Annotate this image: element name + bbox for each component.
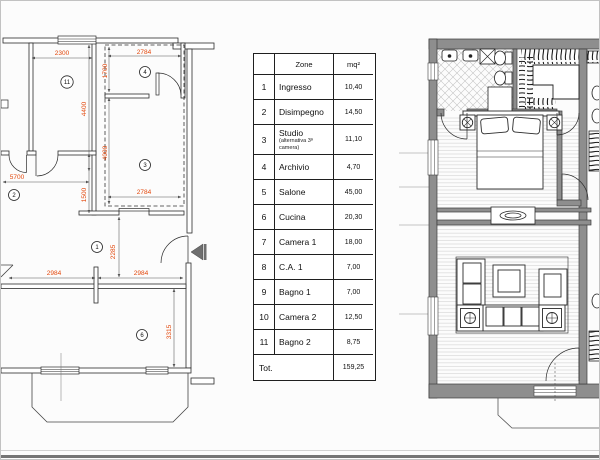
cell-area: 10,40 <box>334 75 373 100</box>
window-icon <box>146 367 168 374</box>
armchair <box>539 269 567 305</box>
cell-num: 8 <box>254 255 275 280</box>
sink-icon <box>442 50 457 61</box>
room-number-4 <box>140 67 151 78</box>
door-icon <box>156 73 181 95</box>
window-icon <box>41 367 79 374</box>
cell-area: 7,00 <box>334 280 373 305</box>
cell-area: 8,75 <box>334 330 373 355</box>
cell-area: 7,00 <box>334 255 373 280</box>
dim-label: 2300 <box>54 50 70 57</box>
area-table <box>253 53 376 381</box>
left-plan-doors <box>9 73 188 263</box>
svg-text:6: 6 <box>140 333 144 340</box>
cell-num: 1 <box>254 75 275 100</box>
table-total-label: Tot. <box>254 355 334 380</box>
cell-num: 2 <box>254 100 275 125</box>
lamp-icon <box>547 313 558 324</box>
cell-num: 3 <box>254 125 275 155</box>
cell-area: 14,50 <box>334 100 373 125</box>
cell-zone-main: Studio <box>279 128 304 139</box>
end-table <box>539 305 565 331</box>
cell-area: 45,00 <box>334 180 373 205</box>
nightstand <box>547 115 562 130</box>
door-icon <box>119 209 149 212</box>
dim-label: 1500 <box>81 187 88 203</box>
dim-label: 4400 <box>81 101 88 117</box>
room-number-11 <box>61 76 73 88</box>
dim-label: 2984 <box>133 270 149 277</box>
left-plan-windows <box>1 36 168 401</box>
table-header-num <box>254 54 275 75</box>
svg-text:4: 4 <box>143 70 147 77</box>
nightstand <box>460 115 475 130</box>
toilet-icon <box>495 51 513 65</box>
cell-zone: Archivio <box>275 155 334 180</box>
lamp-icon <box>549 117 559 127</box>
sheet-rule-dark <box>1 455 600 458</box>
cell-num: 11 <box>254 330 275 355</box>
toilet-icon <box>592 86 600 100</box>
dim-label: 2285 <box>110 244 117 260</box>
cell-num: 7 <box>254 230 275 255</box>
console-sideboard <box>491 207 535 224</box>
bidet-icon <box>495 71 513 85</box>
dim-label: 2984 <box>46 270 62 277</box>
sink-icon <box>463 50 478 61</box>
window-leader-lines <box>399 153 429 314</box>
window-icon <box>58 36 96 44</box>
window-icon <box>428 140 438 175</box>
cell-num: 6 <box>254 205 275 230</box>
adjacent-rooms-cutoff <box>587 51 600 361</box>
cell-zone <box>275 125 334 155</box>
cell-zone: Bagno 2 <box>275 330 334 355</box>
dim-label: 2784 <box>136 189 152 196</box>
door-icon <box>36 155 58 176</box>
cell-zone: C.A. 1 <box>275 255 334 280</box>
toilet-icon <box>592 109 600 123</box>
cell-zone: Disimpegno <box>275 100 334 125</box>
cell-area: 4,70 <box>334 155 373 180</box>
dim-label: 2784 <box>136 49 152 56</box>
entry-door-icon <box>161 236 188 263</box>
wardrobe <box>533 65 579 99</box>
left-plan-dimension-labels <box>10 49 173 339</box>
toilet-icon <box>592 294 600 308</box>
coffee-table <box>493 265 525 297</box>
cell-area: 20,30 <box>334 205 373 230</box>
cell-zone: Camera 1 <box>275 230 334 255</box>
svg-text:2: 2 <box>12 193 16 200</box>
window-icon <box>428 63 438 80</box>
svg-text:1: 1 <box>95 245 99 252</box>
end-table <box>457 305 483 331</box>
dim-label: 3315 <box>166 324 173 340</box>
cell-zone: Bagno 1 <box>275 280 334 305</box>
cell-zone: Ingresso <box>275 75 334 100</box>
table-header-zone: Zone <box>275 54 334 75</box>
dim-label: 5700 <box>9 174 25 181</box>
closet <box>519 49 579 109</box>
dim-label: 4000 <box>102 145 109 161</box>
room-number-2 <box>9 190 20 201</box>
loveseat <box>457 259 485 307</box>
left-floor-plan <box>1 36 214 422</box>
left-plan-walls <box>1 38 214 384</box>
bath-cabinet <box>488 87 512 113</box>
sheet-rule-light <box>1 450 600 451</box>
cell-num: 5 <box>254 180 275 205</box>
cell-num: 9 <box>254 280 275 305</box>
dim-label: 1700 <box>102 63 109 79</box>
cell-area: 11,10 <box>334 125 373 155</box>
shower-icon <box>480 49 495 64</box>
window-icon <box>1 100 8 108</box>
table-total-area: 159,25 <box>342 364 365 371</box>
window-icon <box>428 297 438 335</box>
table-header-area: mq² <box>334 54 373 75</box>
cell-area: 18,00 <box>334 230 373 255</box>
sofa <box>483 305 543 331</box>
room-number-6 <box>137 330 148 341</box>
pillow <box>480 117 508 134</box>
double-bed <box>477 115 543 189</box>
hanging-clothes-icon <box>525 98 556 109</box>
lamp-icon <box>462 117 472 127</box>
cell-zone: Cucina <box>275 205 334 230</box>
right-floor-plan <box>399 39 600 428</box>
svg-text:3: 3 <box>143 163 147 170</box>
room-number-3 <box>140 160 151 171</box>
cell-zone: Salone <box>275 180 334 205</box>
cell-num: 10 <box>254 305 275 330</box>
lamp-icon <box>465 313 476 324</box>
cell-area: 12,50 <box>334 305 373 330</box>
cell-num: 4 <box>254 155 275 180</box>
door-icon <box>9 155 27 173</box>
svg-text:11: 11 <box>63 80 71 87</box>
entry-arrow-icon <box>191 244 207 260</box>
pillow <box>512 117 540 134</box>
cell-zone-sub: (alternativa 3ª camera) <box>279 138 313 151</box>
cell-zone: Camera 2 <box>275 305 334 330</box>
room-number-1 <box>92 242 103 253</box>
